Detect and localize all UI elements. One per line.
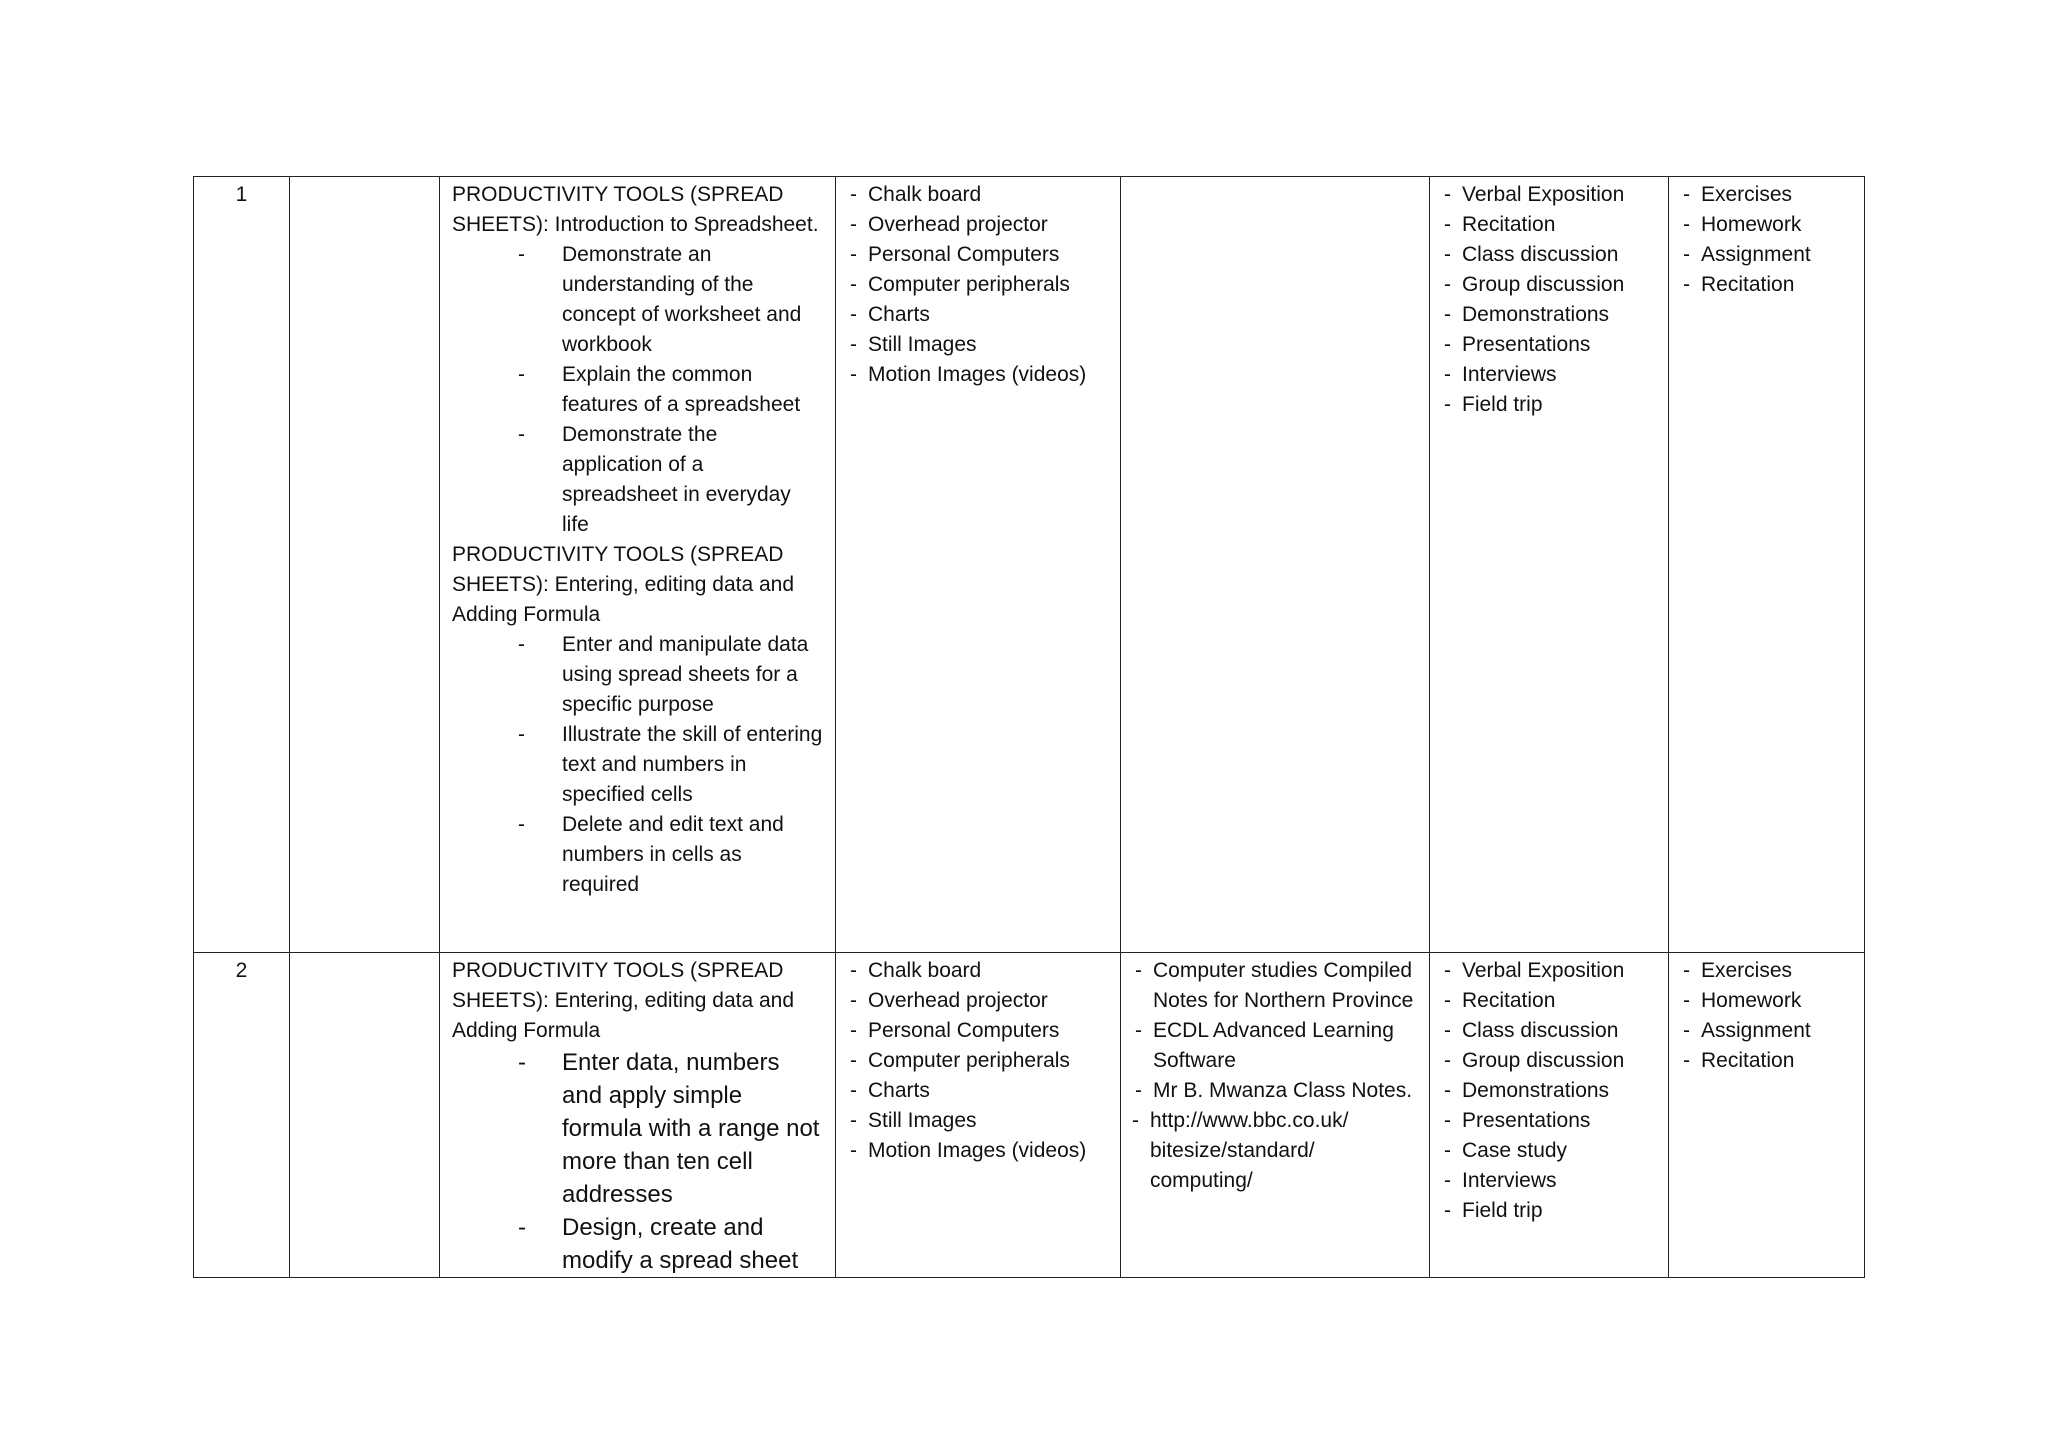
objective-item: - Illustrate the skill of entering text and numbers in specified cells bbox=[562, 720, 823, 810]
table-row bbox=[194, 177, 1865, 953]
assessment-list bbox=[1681, 180, 1852, 300]
list-item: - Demonstrations bbox=[1462, 1076, 1656, 1106]
list-item: - Exercises bbox=[1701, 956, 1852, 986]
list-item: - Presentations bbox=[1462, 330, 1656, 360]
list-item: - Class discussion bbox=[1462, 1016, 1656, 1046]
list-item: - Group discussion bbox=[1462, 270, 1656, 300]
week-number-cell: 2 bbox=[194, 953, 290, 1278]
table-row bbox=[194, 953, 1865, 1278]
list-item: - Recitation bbox=[1462, 210, 1656, 240]
list-item: - Verbal Exposition bbox=[1462, 180, 1656, 210]
objective-item: - Delete and edit text and numbers in cells as required bbox=[562, 810, 823, 900]
week-number-cell: 1 bbox=[194, 177, 290, 953]
materials-list bbox=[848, 956, 1108, 1166]
list-item: - Assignment bbox=[1701, 1016, 1852, 1046]
materials-cell bbox=[836, 953, 1121, 1278]
reference-item: - ECDL Advanced Learning Software bbox=[1153, 1016, 1417, 1076]
list-item: - Chalk board bbox=[868, 180, 1108, 210]
list-item: - Recitation bbox=[1701, 270, 1852, 300]
topic-title: PRODUCTIVITY TOOLS (SPREAD SHEETS): Introduction to Spreadsheet. bbox=[452, 183, 819, 236]
methods-list bbox=[1442, 180, 1656, 420]
references-cell bbox=[1121, 177, 1430, 953]
objectives-list bbox=[452, 1046, 823, 1277]
list-item: - Presentations bbox=[1462, 1106, 1656, 1136]
reference-link[interactable]: - http://www.bbc.co.uk/ bitesize/standard/ computing/ bbox=[1150, 1106, 1417, 1196]
methods-cell bbox=[1430, 177, 1669, 953]
list-item: - Overhead projector bbox=[868, 210, 1108, 240]
list-item: - Computer peripherals bbox=[868, 1046, 1108, 1076]
content-cell bbox=[440, 177, 836, 953]
assessment-cell bbox=[1669, 177, 1865, 953]
list-item: - Personal Computers bbox=[868, 1016, 1108, 1046]
list-item: - Interviews bbox=[1462, 360, 1656, 390]
objective-item: - Enter data, numbers and apply simple formula with a range not more than ten cell addresses bbox=[562, 1046, 823, 1211]
list-item: - Still Images bbox=[868, 330, 1108, 360]
objective-item: - Enter and manipulate data using spread sheets for a specific purpose bbox=[562, 630, 823, 720]
objectives-list bbox=[452, 240, 823, 540]
week-cell bbox=[290, 953, 440, 1278]
scheme-of-work-table bbox=[193, 176, 1865, 1278]
list-item: - Recitation bbox=[1462, 986, 1656, 1016]
list-item: - Charts bbox=[868, 300, 1108, 330]
methods-cell bbox=[1430, 953, 1669, 1278]
objective-item: - Design, create and modify a spread sheet bbox=[562, 1211, 823, 1277]
list-item: - Homework bbox=[1701, 210, 1852, 240]
list-item: - Motion Images (videos) bbox=[868, 1136, 1108, 1166]
list-item: - Charts bbox=[868, 1076, 1108, 1106]
assessment-list bbox=[1681, 956, 1852, 1076]
list-item: - Field trip bbox=[1462, 390, 1656, 420]
topic-title: PRODUCTIVITY TOOLS (SPREAD SHEETS): Entering, editing data and Adding Formula bbox=[452, 543, 795, 626]
list-item: - Verbal Exposition bbox=[1462, 956, 1656, 986]
list-item: - Interviews bbox=[1462, 1166, 1656, 1196]
list-item: - Case study bbox=[1462, 1136, 1656, 1166]
references-list bbox=[1133, 956, 1417, 1196]
list-item: - Personal Computers bbox=[868, 240, 1108, 270]
materials-list bbox=[848, 180, 1108, 390]
methods-list bbox=[1442, 956, 1656, 1226]
list-item: - Group discussion bbox=[1462, 1046, 1656, 1076]
list-item: - Class discussion bbox=[1462, 240, 1656, 270]
week-cell bbox=[290, 177, 440, 953]
list-item: - Overhead projector bbox=[868, 986, 1108, 1016]
list-item: - Field trip bbox=[1462, 1196, 1656, 1226]
reference-item: - Computer studies Compiled Notes for Northern Province bbox=[1153, 956, 1417, 1016]
list-item: - Chalk board bbox=[868, 956, 1108, 986]
assessment-cell bbox=[1669, 953, 1865, 1278]
materials-cell bbox=[836, 177, 1121, 953]
list-item: - Motion Images (videos) bbox=[868, 360, 1108, 390]
list-item: - Homework bbox=[1701, 986, 1852, 1016]
objective-item: - Demonstrate an understanding of the concept of worksheet and workbook bbox=[562, 240, 823, 360]
topic-title: PRODUCTIVITY TOOLS (SPREAD SHEETS): Entering, editing data and Adding Formula bbox=[452, 959, 795, 1042]
list-item: - Demonstrations bbox=[1462, 300, 1656, 330]
reference-item: - Mr B. Mwanza Class Notes. bbox=[1153, 1076, 1417, 1106]
objective-item: - Demonstrate the application of a spreadsheet in everyday life bbox=[562, 420, 823, 540]
list-item: - Still Images bbox=[868, 1106, 1108, 1136]
list-item: - Recitation bbox=[1701, 1046, 1852, 1076]
list-item: - Exercises bbox=[1701, 180, 1852, 210]
objectives-list bbox=[452, 630, 823, 900]
list-item: - Assignment bbox=[1701, 240, 1852, 270]
objective-item: - Explain the common features of a spreadsheet bbox=[562, 360, 823, 420]
references-cell bbox=[1121, 953, 1430, 1278]
list-item: - Computer peripherals bbox=[868, 270, 1108, 300]
content-cell bbox=[440, 953, 836, 1278]
